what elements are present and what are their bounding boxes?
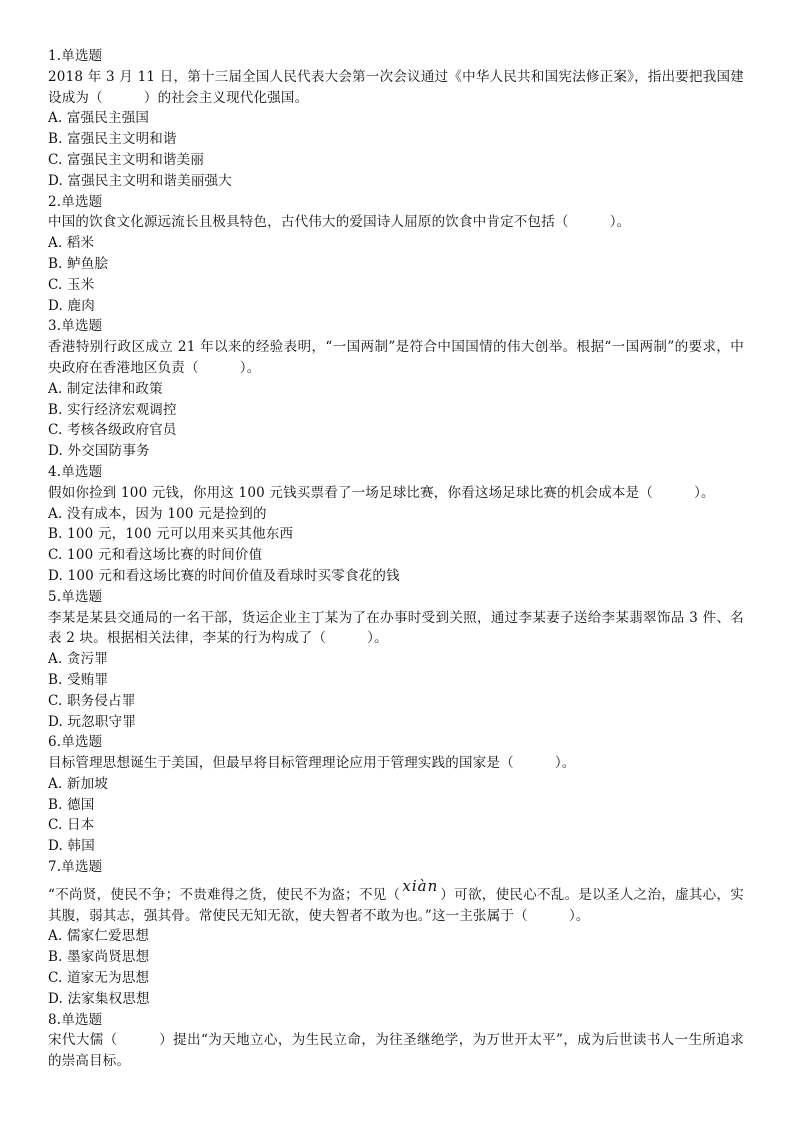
option-a: A. 没有成本，因为 100 元是捡到的 [48, 505, 267, 522]
question-stem: 2018 年 3 月 11 日，第十三届全国人民代表大会第一次会议通过《中华人民共和国宪法修正案》，指出要把我国建设成为（ ）的社会主义现代化强国。 [48, 68, 744, 106]
question-header: 4.单选题 [48, 463, 103, 480]
option-c: C. 日本 [48, 817, 95, 834]
option-b: B. 鲈鱼脍 [48, 255, 109, 272]
option-d: D. 鹿肉 [48, 297, 95, 314]
option-a: A. 制定法律和政策 [48, 380, 163, 397]
question-header: 7.单选题 [48, 859, 103, 876]
question-6 [48, 732, 752, 857]
question-stem: 宋代大儒（ ）提出“为天地立心，为生民立命，为往圣继绝学，为万世开太平”，成为后世读书人一生所追求的崇高目标。 [48, 1032, 744, 1070]
option-a: A. 新加坡 [48, 775, 109, 792]
question-2 [48, 192, 752, 317]
question-8 [48, 1010, 752, 1072]
option-b: B. 受贿罪 [48, 671, 109, 688]
question-header: 8.单选题 [48, 1011, 103, 1028]
question-stem: 香港特别行政区成立 21 年以来的经验表明，“一国两制”是符合中国国情的伟大创举。根据“一国两制”的要求，中央政府在香港地区负责（ ）。 [48, 339, 744, 376]
stem-text-before: “不尚贤，使民不争；不贵难得之货，使民不为盗；不见（ [48, 886, 401, 903]
option-c: C. 玉米 [48, 276, 95, 293]
question-7 [48, 857, 752, 1010]
option-b: B. 富强民主文明和谐 [48, 131, 177, 148]
question-stem: 假如你捡到 100 元钱，你用这 100 元钱买票看了一场足球比赛，你看这场足球比赛的机会成本是（ ）。 [48, 484, 715, 501]
pinyin-annotation: xiàn [402, 876, 439, 895]
question-stem: 李某是某县交通局的一名干部，货运企业主丁某为了在办事时受到关照，通过李某妻子送给李某翡翠饰品 3 件、名表 2 块。根据相关法律，李某的行为构成了（ ）。 [48, 609, 744, 647]
option-c: C. 职务侵占罪 [48, 692, 136, 709]
option-d: D. 韩国 [48, 838, 95, 855]
option-a: A. 贪污罪 [48, 651, 109, 668]
option-b: B. 德国 [48, 796, 95, 813]
question-3 [48, 316, 752, 462]
option-c: C. 考核各级政府官员 [48, 422, 177, 439]
option-d: D. 玩忽职守罪 [48, 713, 137, 730]
option-c: C. 道家无为思想 [48, 970, 150, 987]
option-d: D. 100 元和看这场比赛的时间价值及看球时买零食花的钱 [48, 567, 400, 584]
option-b: B. 墨家尚贤思想 [48, 949, 150, 966]
question-header: 5.单选题 [48, 588, 103, 605]
option-b: B. 实行经济宏观调控 [48, 401, 177, 418]
question-header: 3.单选题 [48, 318, 103, 335]
question-stem: 目标管理思想诞生于美国，但最早将目标管理理论应用于管理实践的国家是（ ）。 [48, 755, 576, 772]
option-a: A. 稻米 [48, 235, 95, 252]
question-5 [48, 587, 752, 733]
option-c: C. 富强民主文明和谐美丽 [48, 151, 205, 168]
question-header: 1.单选题 [48, 48, 103, 64]
option-b: B. 100 元，100 元可以用来买其他东西 [48, 526, 294, 543]
stem-text-after: ）可欲，使民心不乱。是以圣人之治，虚其心，实其腹，弱其志，强其骨。常使民无知无欲，使夫智者不敢为也。”这一主张属于（ ）。 [48, 886, 744, 924]
option-d: D. 富强民主文明和谐美丽强大 [48, 172, 232, 189]
question-header: 2.单选题 [48, 193, 103, 210]
option-c: C. 100 元和看这场比赛的时间价值 [48, 547, 263, 564]
option-d: D. 法家集权思想 [48, 990, 150, 1007]
question-stem: 中国的饮食文化源远流长且极具特色，古代伟大的爱国诗人屈原的饮食中肯定不包括（ ）。 [48, 214, 631, 231]
question-stem [48, 876, 752, 927]
question-4 [48, 462, 752, 587]
question-header: 6.单选题 [48, 734, 103, 751]
option-a: A. 儒家仁爱思想 [48, 928, 150, 945]
question-1 [48, 46, 752, 192]
option-a: A. 富强民主强国 [48, 110, 150, 127]
option-d: D. 外交国防事务 [48, 443, 150, 460]
